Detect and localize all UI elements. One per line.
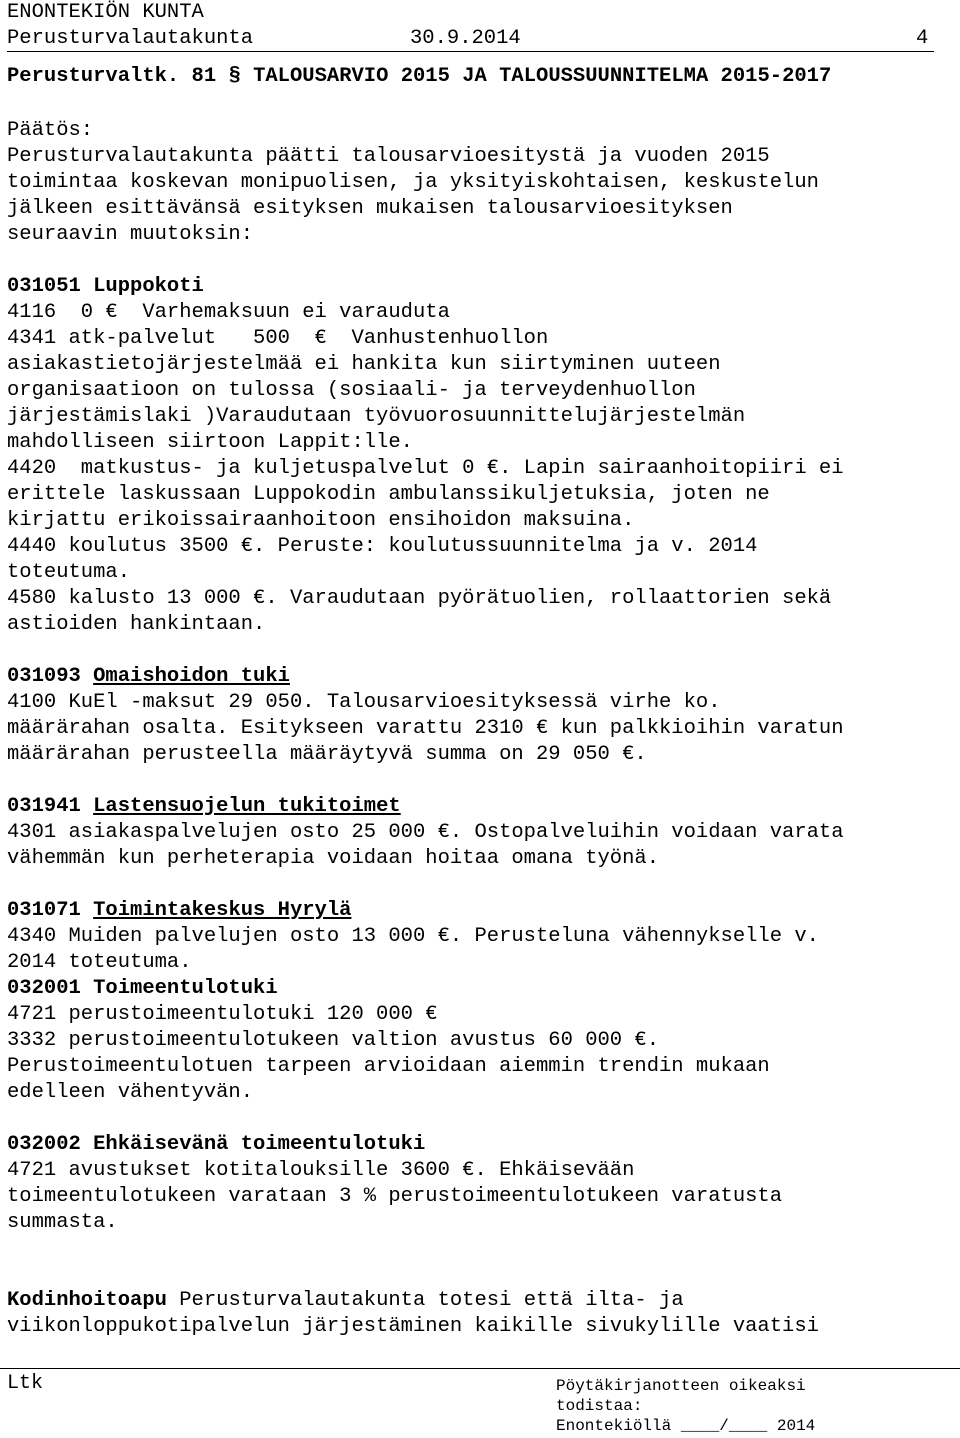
kodinhoitoapu-line bbox=[7, 1288, 684, 1314]
lastensuojelu-name: Lastensuojelun tukitoimet bbox=[93, 795, 401, 818]
section-ref: Perusturvaltk. 81 bbox=[7, 65, 217, 88]
ehkaiseva-line: 4721 avustukset kotitalouksille 3600 €. Ehkäisevään bbox=[7, 1159, 635, 1182]
toimintakeskus-line: 2014 toteutuma. bbox=[7, 951, 192, 974]
lastensuojelu-line: vähemmän kun perheterapia voidaan hoitaa omana työnä. bbox=[7, 847, 660, 870]
omaishoito-line: 4100 KuEl -maksut 29 050. Talousarvioesityksessä virhe ko. bbox=[7, 691, 721, 714]
municipality-name: ENONTEKIÖN KUNTA bbox=[7, 1, 204, 24]
kodinhoitoapu-text: Perusturvalautakunta totesi että ilta- ja bbox=[166, 1289, 684, 1312]
decision-label: Päätös: bbox=[7, 119, 94, 142]
decision-line: toimintaa koskevan monipuolisen, ja yksityiskohtaisen, keskustelun bbox=[7, 171, 819, 194]
footer-rule bbox=[0, 1368, 960, 1369]
luppokoti-line: astioiden hankintaan. bbox=[7, 613, 266, 636]
decision-line: seuraavin muutoksin: bbox=[7, 223, 254, 246]
lastensuojelu-line: 4301 asiakaspalvelujen osto 25 000 €. Ostopalveluihin voidaan varata bbox=[7, 821, 844, 844]
header-rule bbox=[7, 51, 934, 52]
decision-line: Perusturvalautakunta päätti talousarvioesitystä ja vuoden 2015 bbox=[7, 145, 770, 168]
month-blank: ____ bbox=[728, 1417, 768, 1435]
ehkaiseva-line: toimeentulotukeen varataan 3 % perustoimeentulotukeen varatusta bbox=[7, 1185, 783, 1208]
omaishoito-name: Omaishoidon tuki bbox=[93, 665, 290, 688]
luppokoti-line: organisaatioon on tulossa (sosiaali- ja terveydenhuollon bbox=[7, 379, 696, 402]
luppokoti-line: 4116 0 € Varhemaksuun ei varauduta bbox=[7, 301, 450, 324]
kodinhoitoapu-label: Kodinhoitoapu bbox=[7, 1289, 167, 1312]
header-date: 30.9.2014 bbox=[410, 27, 521, 50]
section-heading: TALOUSARVIO 2015 JA TALOUSSUUNNITELMA 2015-2017 bbox=[253, 65, 832, 88]
toimintakeskus-code: 031071 bbox=[7, 899, 81, 922]
certification-place: Enontekiöllä bbox=[556, 1417, 672, 1435]
toimeentulotuki-line: 3332 perustoimeentulotukeen valtion avustus 60 000 €. bbox=[7, 1029, 660, 1052]
luppokoti-line: 4580 kalusto 13 000 €. Varaudutaan pyörätuolien, rollaattorien sekä bbox=[7, 587, 832, 610]
toimeentulotuki-line: Perustoimeentulotuen tarpeen arvioidaan aiemmin trendin mukaan bbox=[7, 1055, 770, 1078]
omaishoito-line: määrärahan osalta. Esitykseen varattu 2310 € kun palkkioihin varatun bbox=[7, 717, 844, 740]
luppokoti-line: 4440 koulutus 3500 €. Peruste: koulutussuunnitelma ja v. 2014 bbox=[7, 535, 758, 558]
certification-label-2: todistaa: bbox=[556, 1397, 643, 1415]
page-number: 4 bbox=[916, 27, 929, 50]
paragraph-symbol: § bbox=[228, 65, 241, 88]
decision-line: jälkeen esittävänsä esityksen mukaisen talousarvioesityksen bbox=[7, 197, 733, 220]
ehkaiseva-heading: 032002 Ehkäisevänä toimeentulotuki bbox=[7, 1133, 426, 1156]
header-board: Perusturvalautakunta bbox=[7, 27, 254, 50]
omaishoito-heading bbox=[7, 664, 290, 690]
toimintakeskus-heading bbox=[7, 898, 351, 924]
toimintakeskus-line: 4340 Muiden palvelujen osto 13 000 €. Perusteluna vähennykselle v. bbox=[7, 925, 819, 948]
footer-initials: Ltk bbox=[7, 1372, 44, 1395]
luppokoti-line: järjestämislaki )Varaudutaan työvuorosuunnittelujärjestelmän bbox=[7, 405, 746, 428]
toimeentulotuki-line: 4721 perustoimeentulotuki 120 000 € bbox=[7, 1003, 438, 1026]
lastensuojelu-code: 031941 bbox=[7, 795, 81, 818]
luppokoti-line: mahdolliseen siirtoon Lappit:lle. bbox=[7, 431, 413, 454]
luppokoti-heading: 031051 Luppokoti bbox=[7, 275, 204, 298]
omaishoito-code: 031093 bbox=[7, 665, 81, 688]
luppokoti-line: asiakastietojärjestelmää ei hankita kun siirtyminen uuteen bbox=[7, 353, 721, 376]
luppokoti-line: 4420 matkustus- ja kuljetuspalvelut 0 €. Lapin sairaanhoitopiiri ei bbox=[7, 457, 844, 480]
luppokoti-line: erittele laskussaan Luppokodin ambulanssikuljetuksia, joten ne bbox=[7, 483, 770, 506]
ehkaiseva-line: summasta. bbox=[7, 1211, 118, 1234]
date-separator: / bbox=[719, 1417, 729, 1435]
toimeentulotuki-line: edelleen vähentyvän. bbox=[7, 1081, 254, 1104]
section-title bbox=[7, 64, 831, 90]
toimintakeskus-name: Toimintakeskus Hyrylä bbox=[93, 899, 352, 922]
certification-place-date bbox=[556, 1416, 815, 1436]
luppokoti-line: kirjattu erikoissairaanhoitoon ensihoidon maksuina. bbox=[7, 509, 635, 532]
certification-label: Pöytäkirjanotteen oikeaksi bbox=[556, 1377, 806, 1395]
day-blank: ____ bbox=[680, 1417, 720, 1435]
omaishoito-line: määrärahan perusteella määräytyvä summa on 29 050 €. bbox=[7, 743, 647, 766]
toimeentulotuki-heading: 032001 Toimeentulotuki bbox=[7, 977, 278, 1000]
luppokoti-line: 4341 atk-palvelut 500 € Vanhustenhuollon bbox=[7, 327, 549, 350]
lastensuojelu-heading bbox=[7, 794, 401, 820]
certification-year: 2014 bbox=[776, 1417, 816, 1435]
kodinhoitoapu-line-2: viikonloppukotipalvelun järjestäminen kaikille sivukylille vaatisi bbox=[7, 1315, 819, 1338]
luppokoti-line: toteutuma. bbox=[7, 561, 131, 584]
